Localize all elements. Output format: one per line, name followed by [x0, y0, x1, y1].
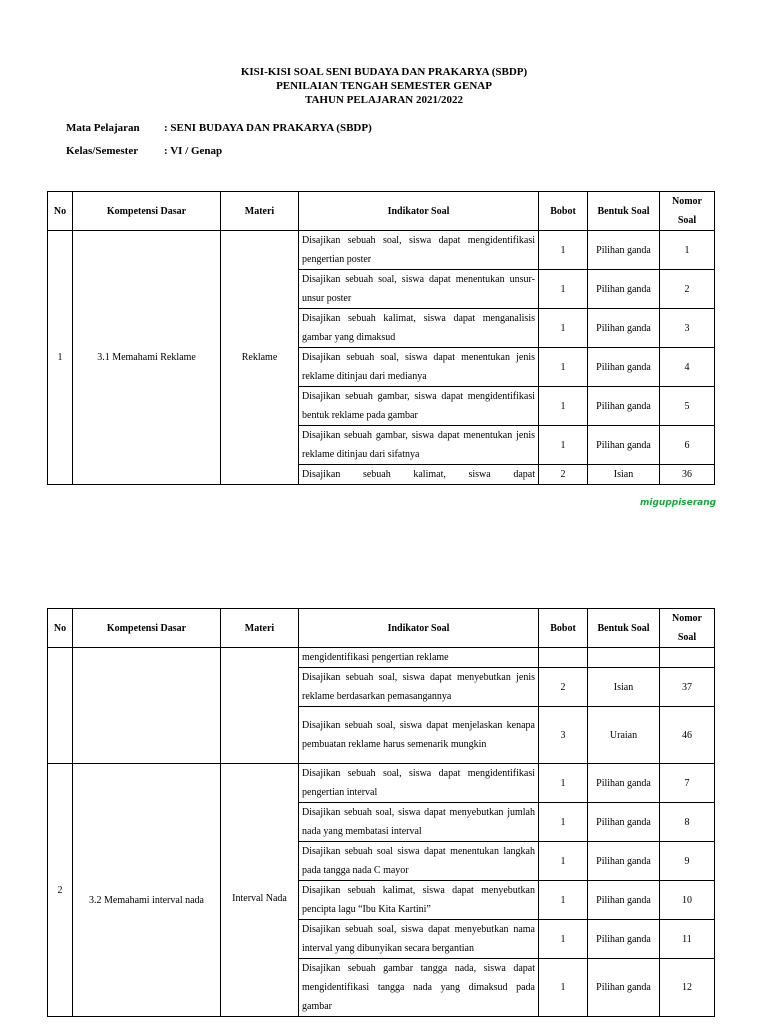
bobot: 2 — [539, 465, 588, 485]
bentuk-soal: Pilihan ganda — [588, 881, 660, 920]
nomor-soal: 8 — [660, 803, 715, 842]
nomor-soal: 3 — [660, 309, 715, 348]
indikator-soal: Disajikan sebuah soal, siswa dapat mengidentifikasi pengertian interval — [299, 764, 539, 803]
nomor-soal: 1 — [660, 231, 715, 270]
indikator-soal: Disajikan sebuah soal, siswa dapat mengidentifikasi pengertian poster — [299, 231, 539, 270]
bentuk-soal: Pilihan ganda — [588, 348, 660, 387]
bentuk-soal: Pilihan ganda — [588, 426, 660, 465]
indikator-soal: Disajikan sebuah soal, siswa dapat menjelaskan kenapa pembuatan reklame harus semenarik mungkin — [299, 707, 539, 764]
bentuk-soal: Pilihan ganda — [588, 309, 660, 348]
bobot: 1 — [539, 920, 588, 959]
bobot: 1 — [539, 231, 588, 270]
column-header-materi: Materi — [221, 609, 299, 648]
kompetensi-dasar-empty — [73, 648, 221, 764]
indikator-soal: Disajikan sebuah gambar tangga nada, siswa dapat mengidentifikasi tangga nada yang dimaksud pada gambar — [299, 959, 539, 1017]
column-header-indikator: Indikator Soal — [299, 192, 539, 231]
column-header-bentuk: Bentuk Soal — [588, 609, 660, 648]
column-header-nomor — [660, 609, 715, 648]
nomor-soal: 2 — [660, 270, 715, 309]
indikator-soal: Disajikan sebuah soal, siswa dapat menyebutkan nama interval yang dibunyikan secara bergantian — [299, 920, 539, 959]
bobot-empty — [539, 648, 588, 668]
row-number: 1 — [48, 231, 73, 485]
class-value: : VI / Genap — [164, 145, 223, 157]
nomor-soal: 37 — [660, 668, 715, 707]
nomor-soal: 46 — [660, 707, 715, 764]
row-number: 2 — [48, 764, 73, 1017]
bentuk-soal: Pilihan ganda — [588, 387, 660, 426]
bobot: 1 — [539, 959, 588, 1017]
bobot: 1 — [539, 426, 588, 465]
subject-value: : SENI BUDAYA DAN PRAKARYA (SBDP) — [164, 122, 372, 134]
nomor-soal: 5 — [660, 387, 715, 426]
indikator-soal: Disajikan sebuah soal, siswa dapat menyebutkan jumlah nada yang membatasi interval — [299, 803, 539, 842]
subject-label: Mata Pelajaran — [66, 122, 140, 134]
watermark: miguppiserang — [640, 498, 717, 508]
indikator-soal: Disajikan sebuah soal, siswa dapat menentukan unsur-unsur poster — [299, 270, 539, 309]
bobot: 1 — [539, 309, 588, 348]
bobot: 1 — [539, 803, 588, 842]
bentuk-soal: Isian — [588, 668, 660, 707]
materi-empty — [221, 648, 299, 764]
column-header-kd: Kompetensi Dasar — [73, 609, 221, 648]
table-header-row — [48, 192, 715, 231]
column-header-nomor-line1: Nomor — [672, 196, 702, 207]
indikator-soal: Disajikan sebuah soal, siswa dapat menentukan jenis reklame ditinjau dari medianya — [299, 348, 539, 387]
nomor-soal: 10 — [660, 881, 715, 920]
materi: Reklame — [221, 231, 299, 485]
bobot: 1 — [539, 881, 588, 920]
indikator-soal-continued: mengidentifikasi pengertian reklame — [299, 648, 539, 668]
nomor-soal: 7 — [660, 764, 715, 803]
column-header-no: No — [48, 609, 73, 648]
bentuk-soal: Pilihan ganda — [588, 842, 660, 881]
title-line-1: KISI-KISI SOAL SENI BUDAYA DAN PRAKARYA (SBDP) — [240, 66, 528, 78]
bentuk-soal: Isian — [588, 465, 660, 485]
column-header-kd: Kompetensi Dasar — [73, 192, 221, 231]
column-header-nomor-line1: Nomor — [672, 613, 702, 624]
indikator-soal: Disajikan sebuah soal siswa dapat menentukan langkah pada tangga nada C mayor — [299, 842, 539, 881]
column-header-materi: Materi — [221, 192, 299, 231]
column-header-bentuk: Bentuk Soal — [588, 192, 660, 231]
bobot: 1 — [539, 387, 588, 426]
bobot: 1 — [539, 348, 588, 387]
bentuk-soal: Pilihan ganda — [588, 231, 660, 270]
kisi-kisi-table-page-2 — [47, 608, 715, 1017]
column-header-nomor-line2: Soal — [677, 632, 697, 643]
table-row — [48, 231, 715, 270]
indikator-soal: Disajikan sebuah kalimat, siswa dapat — [299, 465, 539, 485]
column-header-nomor-line2: Soal — [677, 215, 697, 226]
materi-text: Interval Nada — [232, 893, 287, 904]
nomor-soal: 11 — [660, 920, 715, 959]
kompetensi-dasar — [73, 764, 221, 1017]
column-header-no: No — [48, 192, 73, 231]
indikator-soal: Disajikan sebuah gambar, siswa dapat mengidentifikasi bentuk reklame pada gambar — [299, 387, 539, 426]
bobot: 3 — [539, 707, 588, 764]
table-header-row — [48, 609, 715, 648]
bentuk-soal: Pilihan ganda — [588, 270, 660, 309]
bentuk-soal: Pilihan ganda — [588, 920, 660, 959]
row-number-empty — [48, 648, 73, 764]
kompetensi-dasar-text: 3.2 Memahami interval nada — [89, 894, 204, 906]
column-header-indikator: Indikator Soal — [299, 609, 539, 648]
column-header-bobot: Bobot — [539, 192, 588, 231]
bentuk-soal: Pilihan ganda — [588, 959, 660, 1017]
bobot: 2 — [539, 668, 588, 707]
kompetensi-dasar: 3.1 Memahami Reklame — [73, 231, 221, 485]
indikator-soal: Disajikan sebuah gambar, siswa dapat menentukan jenis reklame ditinjau dari sifatnya — [299, 426, 539, 465]
table-row — [48, 764, 715, 803]
column-header-bobot: Bobot — [539, 609, 588, 648]
bentuk-soal: Pilihan ganda — [588, 764, 660, 803]
nomor-soal: 6 — [660, 426, 715, 465]
class-label: Kelas/Semester — [66, 145, 139, 157]
bentuk-soal: Uraian — [588, 707, 660, 764]
indikator-soal: Disajikan sebuah kalimat, siswa dapat menyebutkan pencipta lagu “Ibu Kita Kartini” — [299, 881, 539, 920]
nomor-soal: 4 — [660, 348, 715, 387]
table-row-continued — [48, 648, 715, 668]
title-line-3: TAHUN PELAJARAN 2021/2022 — [304, 94, 464, 106]
bentuk-soal: Pilihan ganda — [588, 803, 660, 842]
bobot: 1 — [539, 270, 588, 309]
bobot: 1 — [539, 764, 588, 803]
indikator-soal: Disajikan sebuah kalimat, siswa dapat menganalisis gambar yang dimaksud — [299, 309, 539, 348]
bentuk-soal-empty — [588, 648, 660, 668]
nomor-soal: 12 — [660, 959, 715, 1017]
indikator-soal: Disajikan sebuah soal, siswa dapat menyebutkan jenis reklame berdasarkan pemasangannya — [299, 668, 539, 707]
nomor-soal: 9 — [660, 842, 715, 881]
materi — [221, 764, 299, 1017]
nomor-soal-empty — [660, 648, 715, 668]
column-header-nomor — [660, 192, 715, 231]
nomor-soal: 36 — [660, 465, 715, 485]
bobot: 1 — [539, 842, 588, 881]
kisi-kisi-table-page-1 — [47, 191, 715, 485]
title-line-2: PENILAIAN TENGAH SEMESTER GENAP — [276, 80, 492, 92]
